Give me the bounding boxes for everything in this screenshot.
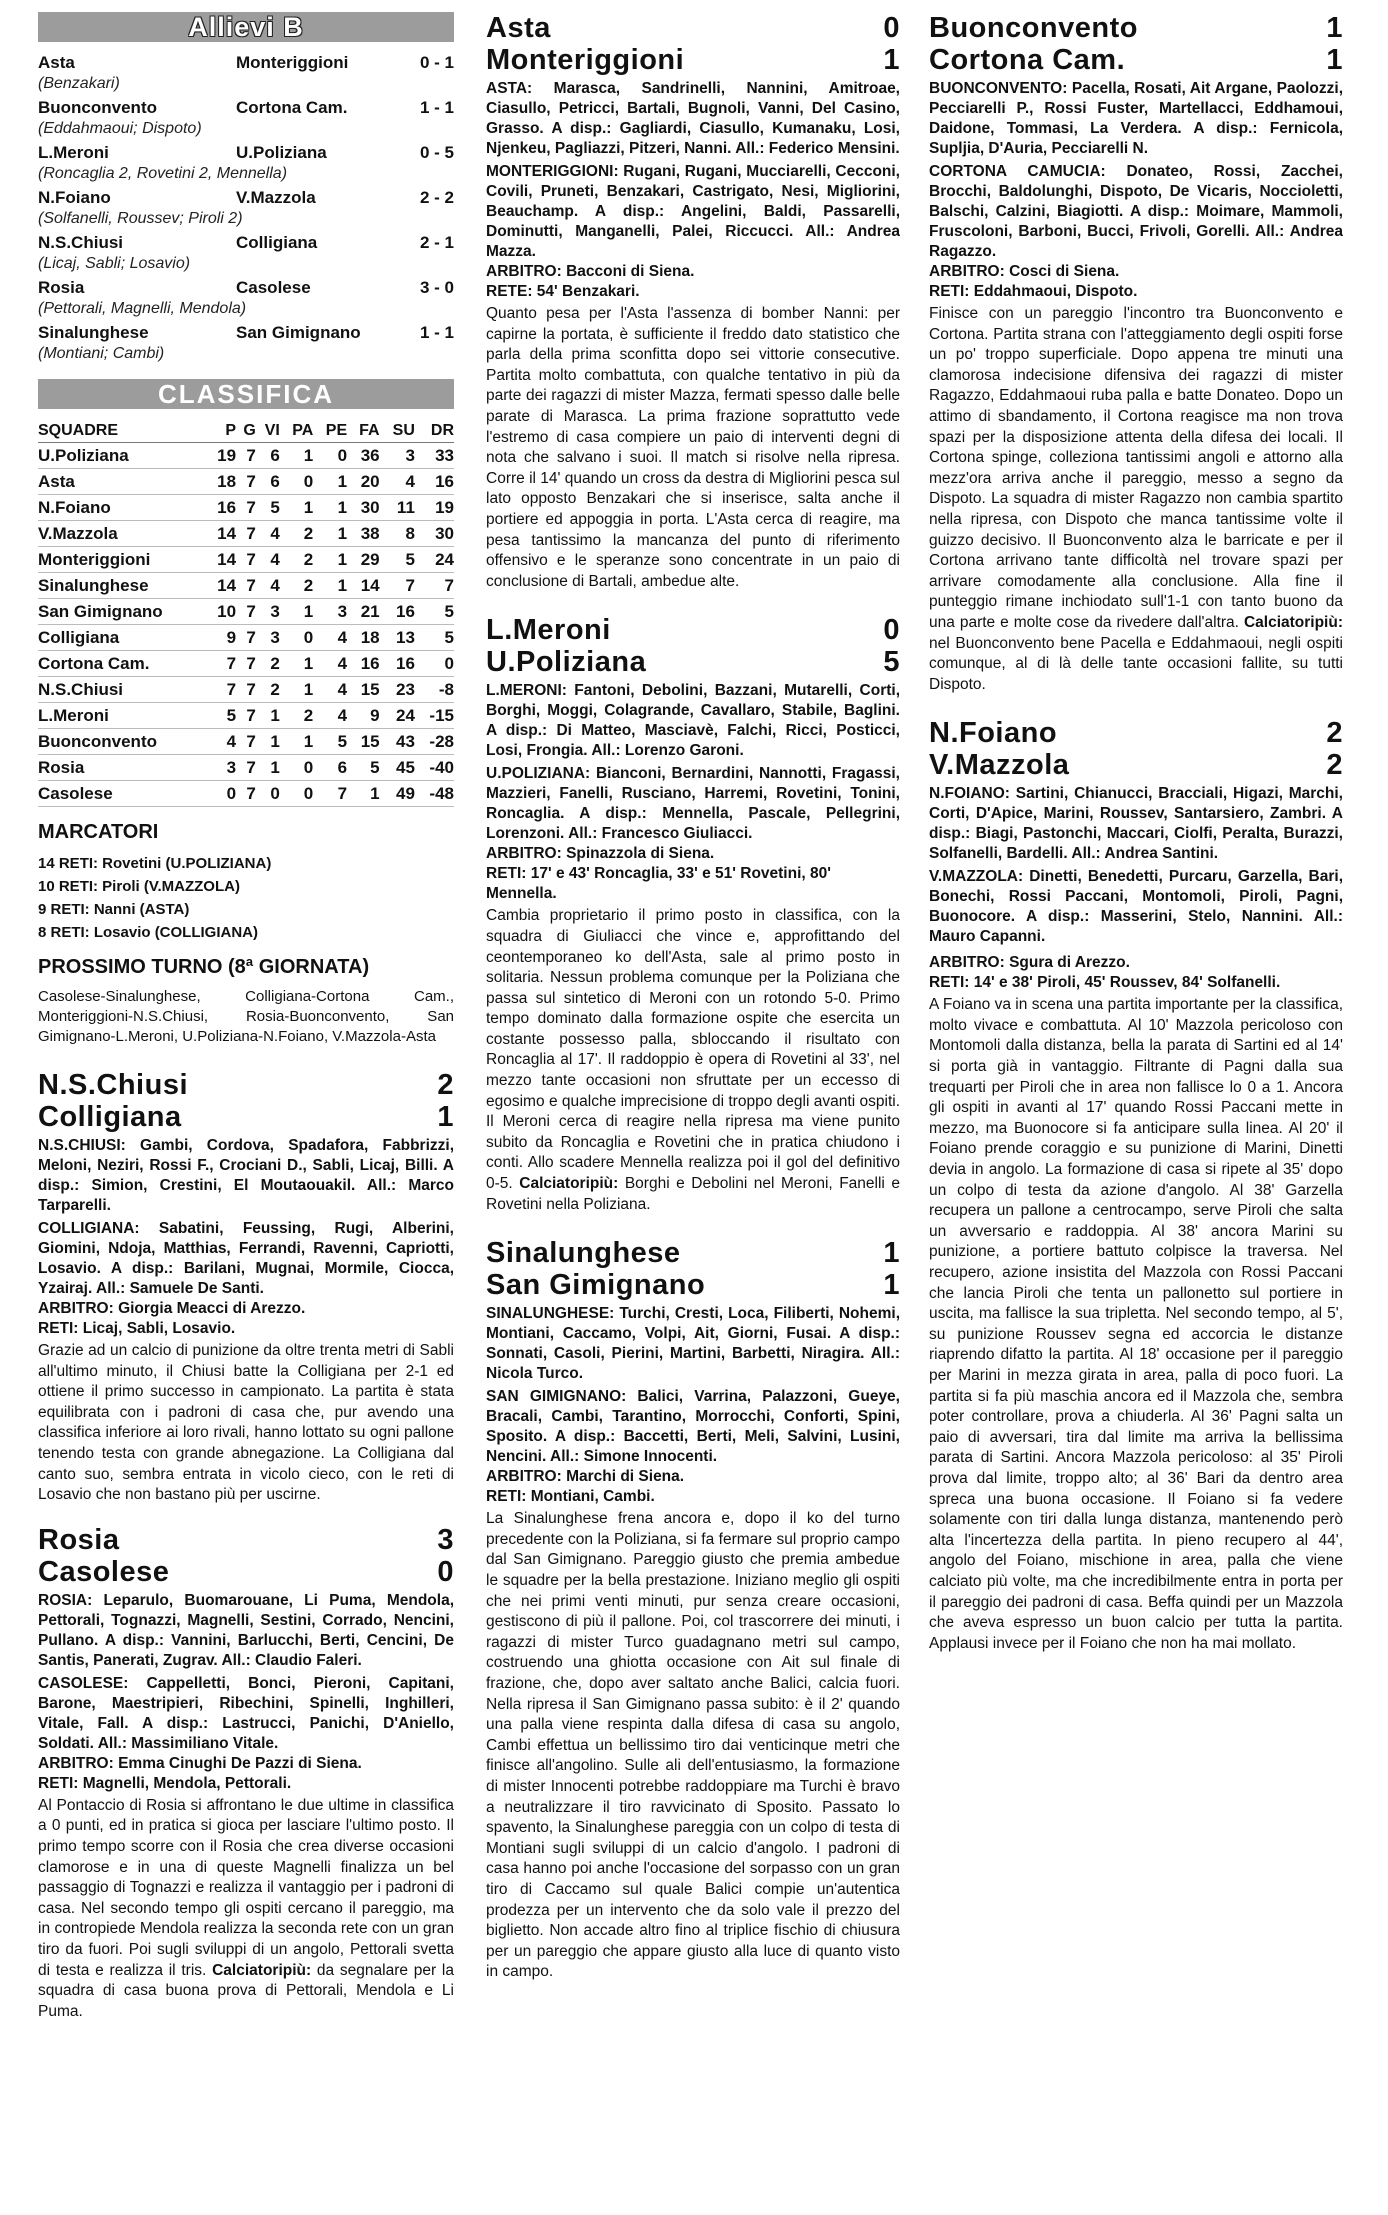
- standings-cell: 5: [415, 625, 454, 651]
- standings-cell: 7: [236, 625, 256, 651]
- standings-cell: 7: [380, 573, 415, 599]
- match-title-away: [486, 44, 900, 76]
- standings-cell: 7: [313, 781, 347, 807]
- standings-cell: 24: [415, 547, 454, 573]
- match-title-home: [929, 717, 1343, 749]
- standings-cell: 14: [206, 521, 236, 547]
- team-name: N.S.Chiusi: [38, 1069, 189, 1101]
- lineup-home: L.MERONI: Fantoni, Debolini, Bazzani, Mutarelli, Corti, Borghi, Moggi, Colagrande, Cavallaro, Stabile, Baglini. A disp.: Di Matteo, Masciavè, Falchi, Ricci, Posticci, Losi, Frongia. All.: Lorenzo Garoni.: [486, 682, 900, 760]
- referee: ARBITRO: Giorgia Meacci di Arezzo.: [38, 1300, 306, 1317]
- standings-cell: 7: [236, 755, 256, 781]
- standings-cell: 36: [347, 443, 379, 469]
- standings-cell: 7: [236, 729, 256, 755]
- result-home: N.Foiano: [38, 188, 111, 207]
- goals: RETI: 14' e 38' Piroli, 45' Roussev, 84' Solfanelli.: [929, 974, 1281, 992]
- result-score: 0 - 1: [419, 53, 454, 72]
- standings-team: Asta: [38, 469, 206, 495]
- standings-cell: 7: [236, 469, 256, 495]
- team-score: 1: [883, 44, 900, 76]
- standings-cell: 1: [280, 443, 313, 469]
- standings-cell: 1: [313, 521, 347, 547]
- standings-row: [38, 729, 454, 755]
- standings-row: [38, 755, 454, 781]
- standings-cell: 6: [256, 443, 280, 469]
- lineup-away: CASOLESE: Cappelletti, Bonci, Pieroni, Capitani, Barone, Maestripieri, Ribechini, Spinelli, Inghilleri, Vitale, Fall. A disp.: Lastrucci, Panichi, D'Aniello, Soldati. All.: Massimiliano Vitale.: [38, 1674, 454, 1752]
- standings-cell: 7: [236, 495, 256, 521]
- column-right: [929, 12, 1343, 1654]
- team-score: 2: [1326, 749, 1343, 782]
- result-score: 0 - 5: [419, 143, 454, 162]
- team-name: U.Poliziana: [486, 646, 647, 679]
- standings-cell: 1: [313, 573, 347, 599]
- standings-cell: 4: [313, 703, 347, 729]
- standings-cell: 7: [236, 443, 256, 469]
- standings-cell: 16: [415, 469, 454, 495]
- standings-cell: -40: [415, 755, 454, 781]
- scorer-line: 9 RETI: Nanni (ASTA): [38, 901, 190, 918]
- standings-cell: 15: [347, 677, 379, 703]
- standings-cell: 0: [313, 443, 347, 469]
- standings-team: San Gimignano: [38, 599, 206, 625]
- standings-cell: 0: [280, 469, 313, 495]
- result-row: [38, 277, 454, 298]
- standings-cell: 2: [280, 521, 313, 547]
- standings-cell: 4: [206, 729, 236, 755]
- team-name: Cortona Cam.: [929, 44, 1126, 76]
- standings-cell: 4: [313, 677, 347, 703]
- standings-cell: 7: [236, 703, 256, 729]
- standings-cell: 33: [415, 443, 454, 469]
- standings-cell: 29: [347, 547, 379, 573]
- standings-cell: 3: [256, 599, 280, 625]
- result-home: Buonconvento: [38, 98, 157, 117]
- standings-cell: 3: [313, 599, 347, 625]
- team-name: Rosia: [38, 1523, 120, 1556]
- standings-cell: 14: [206, 573, 236, 599]
- lineup-away: COLLIGIANA: Sabatini, Feussing, Rugi, Alberini, Giomini, Ndoja, Matthias, Ferrandi, Ravenni, Capriotti, Losavio. A disp.: Barilani, Mugnai, Mormile, Ciocca, Yzairaj. All.: Samuele De Santi.: [38, 1220, 454, 1297]
- standings-cell: 15: [347, 729, 379, 755]
- standings-cell: 1: [313, 495, 347, 521]
- standings-cell: 7: [206, 677, 236, 703]
- result-away: Colligiana: [236, 233, 318, 252]
- referee: ARBITRO: Sgura di Arezzo.: [929, 954, 1130, 972]
- standings-body: [38, 443, 454, 807]
- match-title-away: [929, 44, 1343, 76]
- top-players-text: da segnalare per la squadra di casa buona prova di Pettorali, Mendola e Li Puma.: [38, 1961, 454, 2020]
- result-scorers: (Montiani; Cambi): [38, 345, 165, 362]
- team-score: 2: [1326, 717, 1343, 750]
- report-text: [38, 1796, 454, 2023]
- standings-row: [38, 703, 454, 729]
- match-title-home: [38, 1524, 454, 1556]
- result-row: [38, 52, 454, 73]
- team-score: 0: [437, 1555, 454, 1588]
- lineup-away: V.MAZZOLA: Dinetti, Benedetti, Purcaru, Garzella, Bari, Bonechi, Rossi Paccani, Montomoli, Piroli, Pagni, Buonocore. A disp.: Masserini, Stelo, Nannini. All.: Mauro Capanni.: [929, 868, 1343, 946]
- team-name: Monteriggioni: [486, 44, 685, 76]
- result-home: Asta: [38, 53, 75, 72]
- result-score: 1 - 1: [419, 98, 454, 117]
- standings-cell: 21: [347, 599, 379, 625]
- standings-cell: 5: [415, 599, 454, 625]
- prossimo-turno-text: Casolese-Sinalunghese, Colligiana-Cortona Cam., Monteriggioni-N.S.Chiusi, Rosia-Buonconvento, San Gimignano-L.Meroni, U.Poliziana-N.Foiano, V.Mazzola-Asta: [38, 988, 454, 1045]
- result-scorers: (Licaj, Sabli; Losavio): [38, 255, 191, 272]
- results-list: [38, 52, 454, 365]
- standings-team: Cortona Cam.: [38, 651, 206, 677]
- result-row: [38, 97, 454, 118]
- lineup-away: U.POLIZIANA: Bianconi, Bernardini, Nannotti, Fragassi, Mazzieri, Fanelli, Rusciano, Harremi, Rovetini, Tonini, Roncaglia. A disp.: Mennella, Pascale, Pellegrini, Lorenzoni. All.: Francesco Giuliacci.: [486, 765, 900, 843]
- standings-cell: 2: [256, 651, 280, 677]
- standings-cell: 0: [280, 625, 313, 651]
- goals: RETI: Magnelli, Mendola, Pettorali.: [38, 1774, 292, 1792]
- team-name: Asta: [486, 12, 551, 44]
- result-scorers: (Solfanelli, Roussev; Piroli 2): [38, 210, 243, 227]
- team-name: Colligiana: [38, 1101, 182, 1133]
- standings-header-cell: SU: [380, 419, 415, 443]
- prossimo-turno-title: PROSSIMO TURNO (8ª GIORNATA): [38, 956, 370, 978]
- standings-team: V.Mazzola: [38, 521, 206, 547]
- standings-cell: 18: [347, 625, 379, 651]
- top-players-text: Borghi e Debolini nel Meroni, Fanelli e Rovetini nella Poliziana.: [486, 1175, 900, 1213]
- standings-team: Buonconvento: [38, 729, 206, 755]
- match-report-asta: [486, 12, 900, 592]
- standings-cell: -28: [415, 729, 454, 755]
- standings-cell: 5: [380, 547, 415, 573]
- standings-row: [38, 443, 454, 469]
- report-text: Quanto pesa per l'Asta l'assenza di bomber Nanni: per capirne la portata, è sufficiente il freddo dato statistico che parla della prima sconfitta dopo sei vittorie consecutive. Partita molto combattuta, con qualche tentativo in più da parte dei ragazzi di mister Mazza, fermati spesso dalle belle parate di Marasca. La prima frazione soprattutto vede l'estremo di casa compiere un paio di interventi degni di nota che salvano i suoi. Il match si risolve nella ripresa. Corre il 14' quando un cross da destra di Migliorini pesca sul lato opposto Benzakari che si inserisce, salta anche il portiere ed appoggia in porta. L'Asta cerca di reagire, ma pesa tantissimo la mancanza del punto di riferimento offensivo e le speranze sono concentrate in un paio di conclusione di Bartali, ambedue alte.: [486, 305, 900, 590]
- lineup-away: SAN GIMIGNANO: Balici, Varrina, Palazzoni, Gueye, Bracali, Cambi, Tarantino, Morrocchi, Conforti, Spini, Sposito. A disp.: Baccetti, Berti, Meli, Salvini, Lusini, Nencini. All.: Simone Innocenti.: [486, 1388, 900, 1466]
- result-scorers: (Pettorali, Magnelli, Mendola): [38, 300, 247, 317]
- lineup-home: N.S.CHIUSI: Gambi, Cordova, Spadafora, Fabbrizzi, Meloni, Neziri, Rossi F., Crociani D., Sabli, Licaj, Billi. A disp.: Simion, Crestini, El Moutaouakil. All.: Marco Tarparelli.: [38, 1137, 454, 1214]
- standings-cell: 1: [347, 781, 379, 807]
- standings-cell: 8: [380, 521, 415, 547]
- result-away: San Gimignano: [236, 323, 361, 342]
- match-report-meroni: [486, 614, 900, 1215]
- standings-row: [38, 677, 454, 703]
- classifica-title: CLASSIFICA: [158, 379, 334, 409]
- standings-header-cell: PA: [280, 419, 313, 443]
- standings-cell: 3: [380, 443, 415, 469]
- report-text: [486, 906, 900, 1215]
- result-score: 3 - 0: [419, 278, 454, 297]
- standings-cell: 19: [206, 443, 236, 469]
- standings-cell: 7: [415, 573, 454, 599]
- report-text: La Sinalunghese frena ancora e, dopo il ko del turno precedente con la Poliziana, si fa fermare sul proprio campo dal San Gimignano. Pareggio giusto che premia ambedue le squadre per la bella prestazione. Iniziano meglio gli ospiti che nei primi venti minuti, pur senza creare occasioni, gestiscono di più il pallone. Poi, col trascorrere dei minuti, i ragazzi di mister Turco guadagnano metri sul campo, costruendo una ghiotta occasione con Ait sul finale di frazione, che, dopo aver saltato anche Balici, calcia fuori. Nella ripresa il San Gimignano passa subito: è il 2' quando una palla viene respinta dalla difesa di casa su angolo, Cambi effettua un bellissimo tiro dai venticinque metri che finisce all'angolino. Sulle ali dell'entusiasmo, la formazione di mister Innocenti potrebbe raddoppiare ma Turchi è bravo a neutralizzare il tiro ravvicinato di Sposito. Passato lo spavento, la Sinalunghese pareggia con un colpo di testa di Montiani sugli sviluppi di un calcio d'angolo. I padroni di casa hanno poi anche l'occasione del sorpasso con un gran tiro di Caccamo sul quale Balici compie un'autentica prodezza per un intervento che da solo vale il prezzo del biglietto. Non accade altro fino al triplice fischio di chiusura per un pareggio che appare giusto alla luce di quanto visto in campo.: [486, 1510, 900, 1981]
- standings-cell: 7: [236, 573, 256, 599]
- match-title-away: [486, 1269, 900, 1301]
- report-body: Finisce con un pareggio l'incontro tra Buonconvento e Cortona. Partita strana con l'atteggiamento degli ospiti forse un po' troppo superficiale. Dopo appena tre minuti una clamorosa indecisione difensiva dei ragazzi di mister Ragazzo, Eddahmaoui ruba palla e batte Donateo. Dopo un attimo di sbandamento, il Cortona reagisce ma non trova spazi per la disposizione attenta della difesa dei locali. Il Cortona spinge, colleziona tantissimi angoli e attorno alla mezz'ora arriva anche il pareggio, messo a segno da Dispoto. La squadra di mister Ragazzo non cambia spartito nella ripresa, con Dispoto che manca tantissime volte il guizzo decisivo. Il Buonconvento alza le barricate e per il Cortona arrivano tante difficoltà nel trovare spazi per arrivare comodamente alla conclusione. Alla fine il punteggio rimane inchiodato sull'1-1 con tanto buono da una parte e molte cose da rivedere dall'altra.: [929, 305, 1343, 631]
- standings-cell: 2: [256, 677, 280, 703]
- standings-cell: 1: [280, 677, 313, 703]
- standings-team: Colligiana: [38, 625, 206, 651]
- standings-cell: -8: [415, 677, 454, 703]
- standings-cell: 1: [313, 469, 347, 495]
- result-row: [38, 142, 454, 163]
- top-players-text: nel Buonconvento bene Pacella e Eddahmaoui, negli ospiti comunque, al di là delle tante occasioni fallite, su tutti Dispoto.: [929, 634, 1343, 693]
- standings-team: Sinalunghese: [38, 573, 206, 599]
- standings-header-cell: SQUADRE: [38, 419, 206, 443]
- match-report-foiano: [929, 717, 1343, 1654]
- result-score: 2 - 1: [419, 233, 454, 252]
- standings-cell: 3: [256, 625, 280, 651]
- team-score: 1: [883, 1269, 900, 1302]
- match-title-home: [486, 614, 900, 646]
- match-title-home: [486, 12, 900, 44]
- standings-cell: 4: [380, 469, 415, 495]
- marcatori-list: [38, 852, 454, 944]
- report-body: Al Pontaccio di Rosia si affrontano le due ultime in classifica a 0 punti, ed in pratica si gioca per lasciare l'ultimo posto. Il primo tempo scorre con il Rosia che crea diverse occasioni clamorose e in una di queste Magnelli finalizza un bel passaggio di Tognazzi e realizza il vantaggio per i padroni di casa. Nel secondo tempo gli ospiti cercano il pareggio, ma in contropiede Mendola realizza la seconda rete con un gran tiro da fuori. Poi sugli sviluppi di un angolo, Pettorali svetta di testa e realizza il tris.: [38, 1796, 454, 1979]
- standings-cell: 7: [206, 651, 236, 677]
- standings-cell: 45: [380, 755, 415, 781]
- marcatori-title: MARCATORI: [38, 821, 159, 843]
- standings-header-cell: FA: [347, 419, 379, 443]
- standings-cell: 0: [280, 781, 313, 807]
- result-away: U.Poliziana: [236, 143, 327, 162]
- goals: RETE: 54' Benzakari.: [486, 283, 640, 300]
- standings-cell: 4: [256, 547, 280, 573]
- standings-cell: 1: [256, 703, 280, 729]
- lineup-home: N.FOIANO: Sartini, Chianucci, Bracciali, Higazi, Marchi, Corti, D'Apice, Marini, Roussev, Santarsiero, Zambri. A disp.: Biagi, Pastonchi, Maccari, Ciolfi, Peralta, Burazzi, Solfanelli, Bardelli. All.: Andrea Santini.: [929, 785, 1343, 863]
- standings-cell: 49: [380, 781, 415, 807]
- team-score: 0: [883, 614, 900, 647]
- top-players-label: Calciatoripiù:: [519, 1175, 619, 1193]
- standings-cell: 14: [347, 573, 379, 599]
- match-title-away: [38, 1556, 454, 1588]
- team-name: L.Meroni: [486, 614, 611, 647]
- match-title-home: [929, 12, 1343, 44]
- standings-cell: 1: [280, 651, 313, 677]
- match-report-buonconvento: [929, 12, 1343, 695]
- standings-team: U.Poliziana: [38, 443, 206, 469]
- standings-cell: 1: [256, 729, 280, 755]
- standings-row: [38, 651, 454, 677]
- result-away: Monteriggioni: [236, 53, 349, 72]
- team-name: Sinalunghese: [486, 1237, 681, 1270]
- standings-cell: 9: [206, 625, 236, 651]
- standings-cell: 5: [206, 703, 236, 729]
- standings-cell: 16: [347, 651, 379, 677]
- standings-team: Rosia: [38, 755, 206, 781]
- result-row: [38, 232, 454, 253]
- standings-header-cell: P: [206, 419, 236, 443]
- standings-cell: 1: [280, 729, 313, 755]
- standings-cell: 5: [313, 729, 347, 755]
- standings-cell: 4: [313, 651, 347, 677]
- referee: ARBITRO: Marchi di Siena.: [486, 1468, 685, 1486]
- standings-cell: 7: [236, 781, 256, 807]
- goals: RETI: Licaj, Sabli, Losavio.: [38, 1320, 236, 1337]
- team-score: 1: [1326, 12, 1343, 44]
- standings-cell: 0: [256, 781, 280, 807]
- match-title-away: [38, 1101, 454, 1133]
- standings-header-cell: DR: [415, 419, 454, 443]
- standings-cell: 16: [206, 495, 236, 521]
- standings-cell: 20: [347, 469, 379, 495]
- standings-cell: 1: [280, 599, 313, 625]
- report-body: Cambia proprietario il primo posto in classifica, con la squadra di Giuliacci che vince e, approfittando del ceontemporaneo ko dell'Asta, sale al primo posto in solitaria. Nessun problema comunque per la Poliziana che passa sul sintetico di Meroni con un rotondo 5-0. Primo tempo dominato dalla formazione ospite che esercita un costante possesso palla, sbloccando il risultato con Roncaglia al 17'. Il raddoppio è opera di Rovetini al 33', nel mezzo tante occasioni non sfruttate per un eccesso di egosimo e qualche imprecisione di troppo degli avanti ospiti. Il Meroni cerca di reagire nella ripresa ma viene punito subito da Roncaglia e Rovetini che in pratica chiudono i conti. Allo scadere Mennella realizza poi il gol del definitivo 0-5.: [486, 907, 900, 1193]
- standings-cell: 38: [347, 521, 379, 547]
- result-score: 2 - 2: [419, 188, 454, 207]
- team-name: San Gimignano: [486, 1269, 706, 1302]
- standings-header-cell: VI: [256, 419, 280, 443]
- standings-team: L.Meroni: [38, 703, 206, 729]
- standings-team: N.S.Chiusi: [38, 677, 206, 703]
- referee: ARBITRO: Bacconi di Siena.: [486, 263, 695, 280]
- standings-row: [38, 495, 454, 521]
- team-name: Casolese: [38, 1555, 170, 1588]
- report-text: Grazie ad un calcio di punizione da oltre trenta metri di Sabli all'ultimo minuto, il Chiusi batte la Colligiana per 2-1 ed ottiene il primo successo in campionato. La partita è stata equilibrata con i padroni di casa che, pur avendo una classifica inferiore ai loro rivali, hanno lottato su ogni pallone tenendo testa con grande abnegazione. La Colligiana dal canto suo, sembra entrata in vicolo cieco, con le reti di Losavio che non bastano più per uscirne.: [38, 1342, 454, 1504]
- top-players-label: Calciatoripiù:: [1243, 613, 1343, 631]
- standings-row: [38, 469, 454, 495]
- standings-cell: 6: [256, 469, 280, 495]
- team-score: 1: [883, 1237, 900, 1270]
- match-title-away: [486, 646, 900, 678]
- team-score: 3: [437, 1523, 454, 1556]
- result-home: Sinalunghese: [38, 323, 149, 342]
- column-middle: [486, 12, 900, 1983]
- standings-cell: 2: [280, 547, 313, 573]
- standings-cell: 3: [206, 755, 236, 781]
- standings-cell: 14: [206, 547, 236, 573]
- result-home: N.S.Chiusi: [38, 233, 124, 252]
- team-score: 2: [437, 1069, 454, 1101]
- classifica-heading: [38, 379, 454, 409]
- standings-cell: 4: [256, 521, 280, 547]
- standings-cell: 30: [347, 495, 379, 521]
- standings-header-cell: G: [236, 419, 256, 443]
- standings-cell: 16: [380, 651, 415, 677]
- lineup-home: SINALUNGHESE: Turchi, Cresti, Loca, Filiberti, Nohemi, Montiani, Caccamo, Volpi, Ait, Giorni, Fusai. A disp.: Sonnati, Casoli, Pierini, Martini, Barbetti, Niragira. All.: Nicola Turco.: [486, 1305, 900, 1383]
- standings-cell: 4: [313, 625, 347, 651]
- standings-cell: 23: [380, 677, 415, 703]
- result-row: [38, 187, 454, 208]
- standings-cell: 7: [236, 521, 256, 547]
- standings-cell: 1: [256, 755, 280, 781]
- standings-cell: 1: [313, 547, 347, 573]
- match-report-sinalunghese: [486, 1237, 900, 1983]
- lineup-home: ASTA: Marasca, Sandrinelli, Nannini, Amitroae, Ciasullo, Petricci, Bartali, Bugnoli, Vanni, Del Casino, Grasso. A disp.: Gagliardi, Ciasullo, Kumanaku, Losi, Njenkeu, Pagliazzi, Pitzeri, Nanni. All.: Federico Mensini.: [486, 80, 900, 157]
- team-score: 1: [437, 1101, 454, 1133]
- result-scorers: (Eddahmaoui; Dispoto): [38, 120, 202, 137]
- team-score: 0: [883, 12, 900, 44]
- standings-cell: 18: [206, 469, 236, 495]
- scorer-line: 10 RETI: Piroli (V.MAZZOLA): [38, 878, 240, 895]
- standings-cell: 43: [380, 729, 415, 755]
- standings-cell: 0: [415, 651, 454, 677]
- lineup-away: MONTERIGGIONI: Rugani, Rugani, Mucciarelli, Cecconi, Covili, Pruneti, Benzakari, Castrigato, Nesi, Migliorini, Beauchamp. A disp.: Angelini, Baldi, Passarelli, Dominutti, Manganelli, Palei, Riccucci. All.: Andrea Mazza.: [486, 163, 900, 260]
- result-score: 1 - 1: [419, 323, 454, 342]
- goals: RETI: Montiani, Cambi.: [486, 1488, 655, 1506]
- result-scorers: (Benzakari): [38, 75, 120, 92]
- standings-cell: 13: [380, 625, 415, 651]
- lineup-home: ROSIA: Leparulo, Buomarouane, Li Puma, Mendola, Pettorali, Tognazzi, Magnelli, Sestini, Corrado, Nencini, Pullano. A disp.: Vannini, Barlucchi, Berti, Cencini, De Santis, Panerati, Zugrav. All.: Claudio Faleri.: [38, 1591, 454, 1669]
- top-players-label: Calciatoripiù:: [212, 1961, 312, 1979]
- standings-row: [38, 599, 454, 625]
- scorer-line: 14 RETI: Rovetini (U.POLIZIANA): [38, 855, 272, 872]
- standings-cell: 0: [280, 755, 313, 781]
- standings-cell: 24: [380, 703, 415, 729]
- scorer-line: 8 RETI: Losavio (COLLIGIANA): [38, 924, 259, 941]
- standings-cell: 5: [256, 495, 280, 521]
- standings-team: Casolese: [38, 781, 206, 807]
- standings-header-row: [38, 419, 454, 443]
- standings-row: [38, 625, 454, 651]
- result-away: V.Mazzola: [236, 188, 316, 207]
- standings-cell: -15: [415, 703, 454, 729]
- team-name: Buonconvento: [929, 12, 1138, 44]
- result-away: Casolese: [236, 278, 311, 297]
- standings-cell: 30: [415, 521, 454, 547]
- team-name: V.Mazzola: [929, 749, 1070, 782]
- result-scorers: (Roncaglia 2, Rovetini 2, Mennella): [38, 165, 288, 182]
- standings-table: [38, 419, 454, 807]
- match-title-home: [38, 1069, 454, 1101]
- results-title: Allievi B: [188, 12, 304, 42]
- standings-cell: 6: [313, 755, 347, 781]
- goals: RETI: Eddahmaoui, Dispoto.: [929, 283, 1138, 300]
- standings-cell: 16: [380, 599, 415, 625]
- standings-cell: 7: [236, 547, 256, 573]
- result-home: L.Meroni: [38, 143, 109, 162]
- standings-cell: 19: [415, 495, 454, 521]
- standings-row: [38, 521, 454, 547]
- result-home: Rosia: [38, 278, 85, 297]
- match-report-chiusi: [38, 1069, 454, 1506]
- standings-cell: 5: [347, 755, 379, 781]
- standings-team: Monteriggioni: [38, 547, 206, 573]
- referee: ARBITRO: Spinazzola di Siena.: [486, 845, 715, 863]
- match-title-home: [486, 1237, 900, 1269]
- standings-cell: 7: [236, 677, 256, 703]
- referee: ARBITRO: Emma Cinughi De Pazzi di Siena.: [38, 1754, 362, 1772]
- match-title-away: [929, 749, 1343, 781]
- goals: RETI: 17' e 43' Roncaglia, 33' e 51' Rovetini, 80' Mennella.: [486, 865, 831, 903]
- standings-team: N.Foiano: [38, 495, 206, 521]
- column-left: [38, 12, 454, 2022]
- standings-row: [38, 547, 454, 573]
- standings-cell: 1: [280, 495, 313, 521]
- result-away: Cortona Cam.: [236, 98, 348, 117]
- results-heading: [38, 12, 454, 42]
- referee: ARBITRO: Cosci di Siena.: [929, 263, 1120, 280]
- standings-cell: 9: [347, 703, 379, 729]
- standings-cell: 11: [380, 495, 415, 521]
- team-score: 5: [883, 646, 900, 679]
- standings-cell: 7: [236, 599, 256, 625]
- standings-row: [38, 781, 454, 807]
- standings-cell: 7: [236, 651, 256, 677]
- standings-header-cell: PE: [313, 419, 347, 443]
- standings-cell: 2: [280, 703, 313, 729]
- standings-row: [38, 573, 454, 599]
- team-score: 1: [1326, 44, 1343, 76]
- team-name: N.Foiano: [929, 717, 1058, 750]
- standings-cell: 10: [206, 599, 236, 625]
- report-text: A Foiano va in scena una partita importante per la classifica, molto vivace e combattuta. Al 10' Mazzola pericoloso con Montomoli dalla distanza, bella la parata di Sartini ed al 14' si porta già in vantaggio. Filtrante di Pagni dalla sua trequarti per Piroli che in area non fallisce lo 0 a 1. Ancora gli ospiti in avanti al 17' quando Rossi Paccani mette in mezzo, ma Buonocore si fa anticipare sulla linea. Al 20' il Foiano prende coraggio e su punizione di Marini, Dinetti devia in angolo. La formazione di casa si ripete al 35' dopo un colpo di testa da azione d'angolo. Al 38' Garzella recupera un pallone a centrocampo, serve Piroli che salta un avversario e raddoppia. Al 38' ancora Marini su punizione, a portiere battuto colpisce la traversa. Nel recupero, azione insistita del Mazzola con Rossi Paccani che lancia Piroli che tenta un pallonetto sul portiere in uscita, ma fallisce la sua tripletta. Nel secondo tempo, al 5', su punizione Roussev segna ed accorcia le distanze riaprendo difatto la partita. Al 18' occasione per il pareggio per Marini in mezza girata in area, palla di poco fuori. La partita si fa più maschia ancora ed il Mazzola che, sembra poter controllare, prova a chiuderla. Al 36' Pagni salta un paio di avversari, tira dal limite ma arriva la bellissima parata di Sartini. Ancora Mazzola pericoloso: al 35' Piroli prova dal limite, troppo alto; al 36' Bari da dentro area spreca una buona occasione. Il Foiano si fa vedere solamente con tiri dalla lunga distanza, mantenendo però alta l'incertezza della partita. In pieno recupero al 44', angolo del Foiano, mischione in area, palla che viene calciato più volte, ma che incredibilmente entra in porta per il pareggio dei padroni di casa. Beffa quindi per un Mazzola che aveva espresso un buon calcio per tutta la partita. Applausi invece per il Foiano che non ha mai mollato.: [929, 996, 1343, 1652]
- standings-cell: 4: [256, 573, 280, 599]
- lineup-away: CORTONA CAMUCIA: Donateo, Rossi, Zacchei, Brocchi, Baldolunghi, Dispoto, De Vicaris, Noccioletti, Balschi, Calzini, Biagiotti. A disp.: Moimare, Mammoli, Fruscoloni, Barboni, Bucci, Frivoli, Gorelli. All.: Andrea Ragazzo.: [929, 163, 1343, 260]
- report-text: [929, 304, 1343, 695]
- lineup-home: BUONCONVENTO: Pacella, Rosati, Ait Argane, Paolozzi, Pecciarelli P., Rossi Fuster, Martellacci, Eddhamoui, Daidone, Tommasi, La Verdera. A disp.: Fernicola, Supljia, D'Auria, Pecciarelli N.: [929, 80, 1343, 157]
- match-report-rosia: [38, 1524, 454, 2023]
- standings-cell: 0: [206, 781, 236, 807]
- standings-cell: -48: [415, 781, 454, 807]
- result-row: [38, 322, 454, 343]
- standings-cell: 2: [280, 573, 313, 599]
